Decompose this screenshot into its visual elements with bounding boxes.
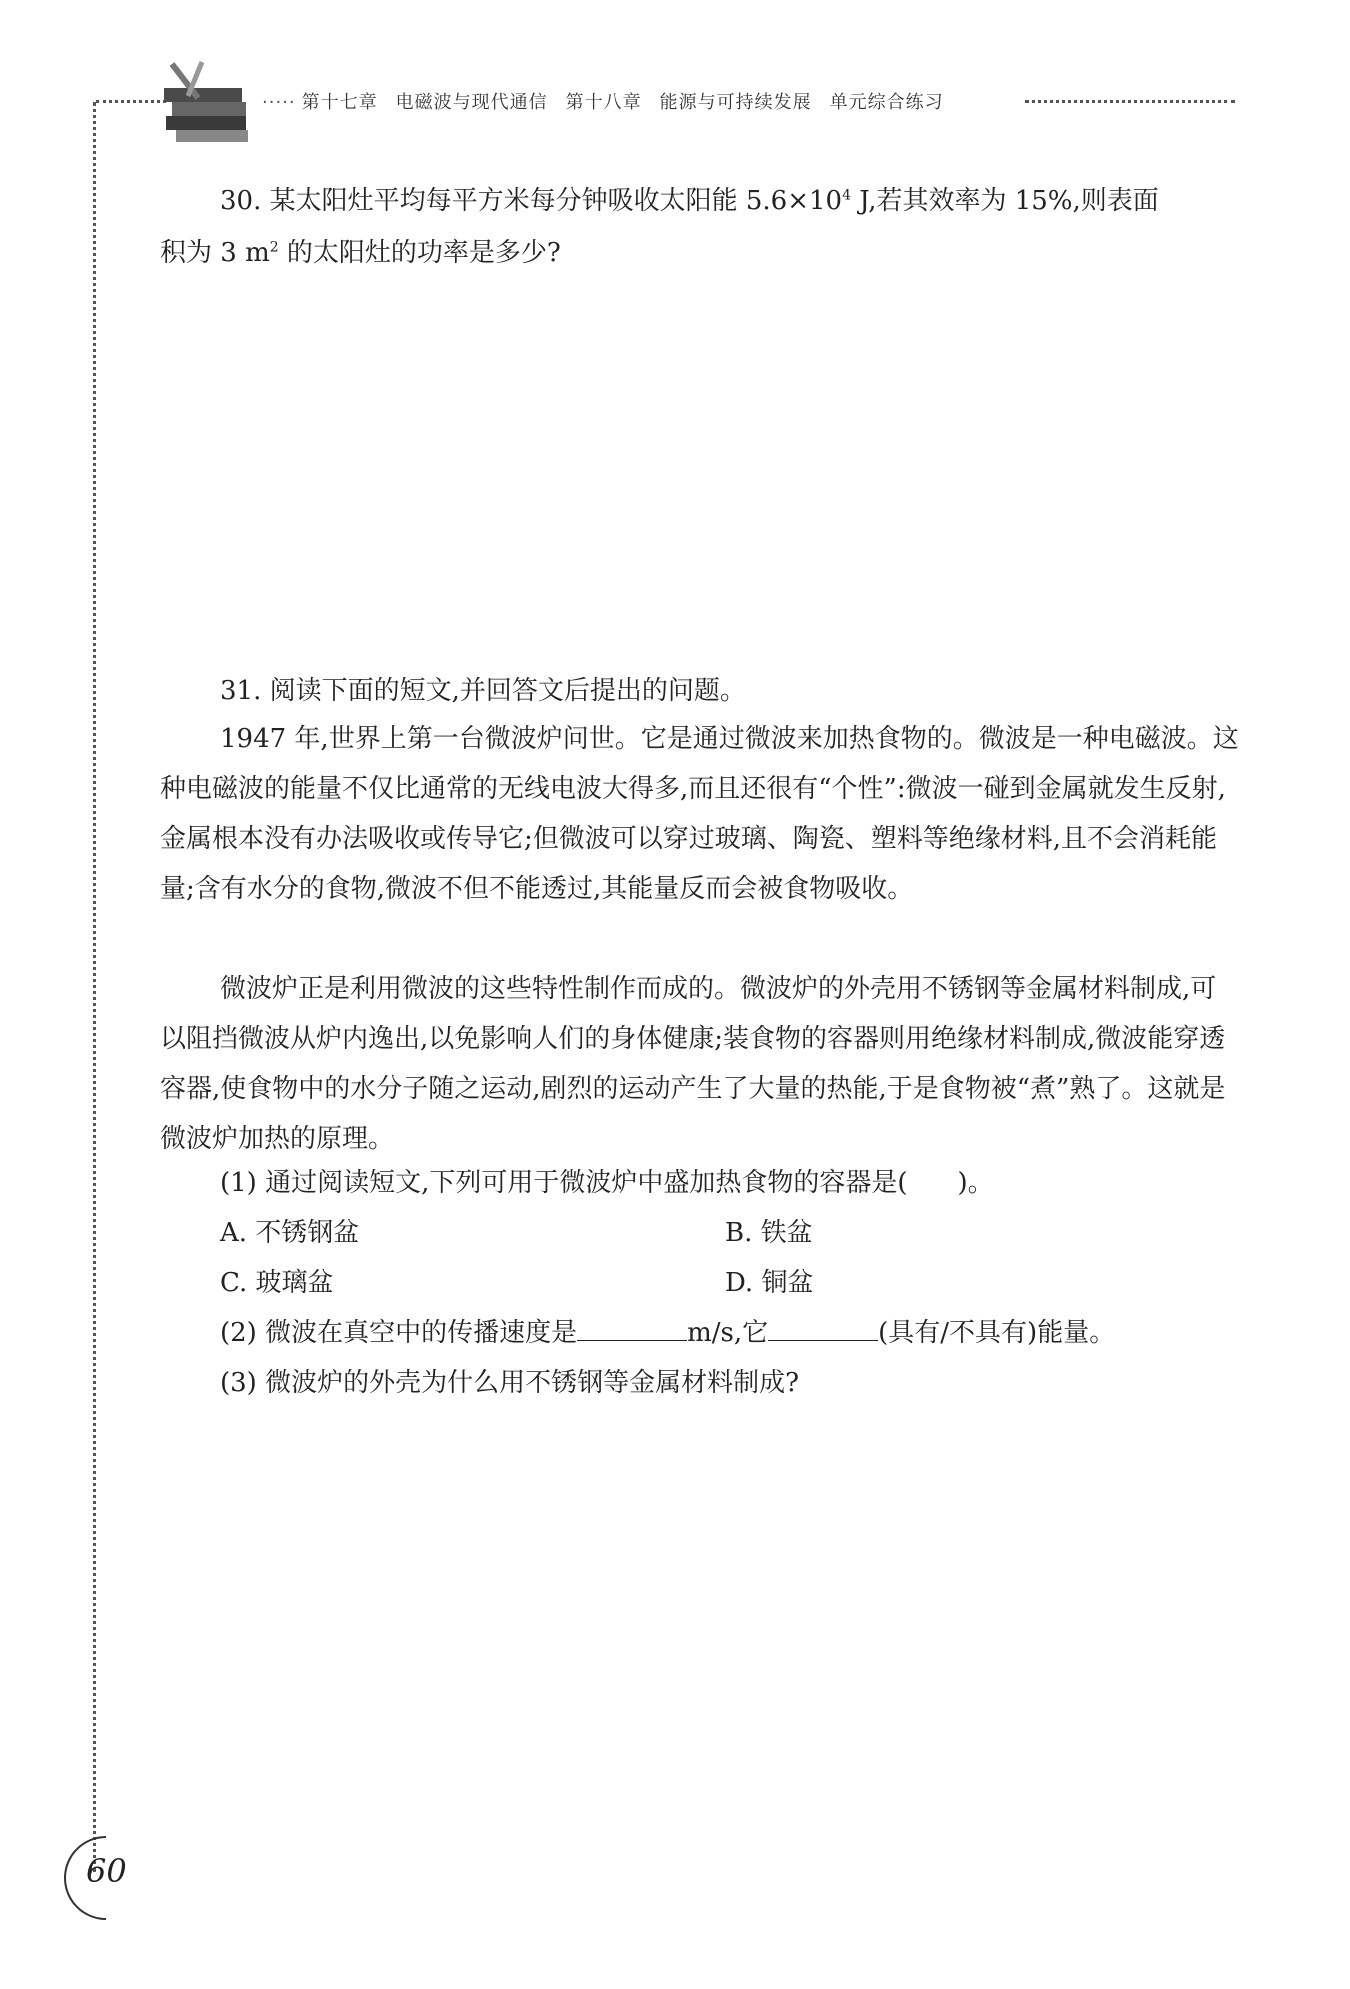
page-number: 60 (86, 1852, 127, 1890)
q31-sub1 (220, 1162, 994, 1199)
running-header: ····· 第十七章 电磁波与现代通信 第十八章 能源与可持续发展 单元综合练习 (262, 92, 944, 113)
q31-option-c: C. 玻璃盆 (220, 1268, 334, 1298)
q31-sub2 (220, 1312, 1115, 1349)
header-chapter18: 第十八章 (565, 92, 642, 113)
speed-answer-blank (577, 1339, 687, 1341)
q31-sub2-text-a: (2) 微波在真空中的传播速度是 (220, 1318, 578, 1348)
q31-passage-1: 1947 年,世界上第一台微波炉问世。它是通过微波来加热食物的。微波是一种电磁波。这种电磁波的能量不仅比通常的无线电波大得多,而且还很有“个性”:微波一碰到金属就发生反射,金属根本没有办法吸收或传导它;但微波可以穿过玻璃、陶瓷、塑料等绝缘材料,且不会消耗能量;含有水分的食物,微波不但不能透过,其能量反而会被食物吸收。 (160, 724, 1239, 904)
header-chapter17: 第十七章 (301, 92, 378, 113)
q31-sub1-text: (1) 通过阅读短文,下列可用于微波炉中盛加热食物的容器是( (220, 1168, 908, 1198)
q31-passage-2: 微波炉正是利用微波的这些特性制作而成的。微波炉的外壳用不锈钢等金属材料制成,可以阻挡微波从炉内逸出,以免影响人们的身体健康;装食物的容器则用绝缘材料制成,微波能穿透容器,使食物中的水分子随之运动,剧烈的运动产生了大量的热能,于是食物被“煮”熟了。这就是微波炉加热的原理。 (160, 974, 1226, 1154)
q30-line1 (220, 180, 1159, 217)
q31-sub2-text-c: (具有/不具有)能量。 (878, 1318, 1116, 1348)
margin-dotted-rule (93, 102, 96, 1872)
header-dotted-rule-right (1025, 100, 1235, 103)
header-chapter17-title: 电磁波与现代通信 (395, 92, 548, 113)
books-pencil-icon (158, 58, 268, 148)
energy-answer-blank (768, 1339, 878, 1341)
q30-line1-text: 30. 某太阳灶平均每平方米每分钟吸收太阳能 5.6×10 (220, 186, 843, 216)
header-dotted-rule-left (96, 100, 166, 103)
q30-line2 (160, 232, 561, 269)
header-section: 单元综合练习 (829, 92, 944, 113)
q31-option-d: D. 铜盆 (725, 1268, 814, 1298)
q30-line1-text-end: J,若其效率为 15%,则表面 (851, 186, 1159, 216)
q30-exponent: 4 (842, 187, 852, 204)
q31-sub2-text-b: m/s,它 (687, 1318, 769, 1348)
q30-line2-text-end: 的太阳灶的功率是多少? (278, 238, 561, 268)
q31-option-a: A. 不锈钢盆 (220, 1218, 360, 1248)
q31-sub3: (3) 微波炉的外壳为什么用不锈钢等金属材料制成? (220, 1368, 800, 1398)
q30-area-exponent: 2 (269, 239, 279, 256)
header-chapter18-title: 能源与可持续发展 (659, 92, 812, 113)
q30-line2-text: 积为 3 m (160, 238, 270, 268)
q31-sub1-text-end: )。 (957, 1168, 994, 1198)
q31-option-b: B. 铁盆 (725, 1218, 813, 1248)
q31-intro: 31. 阅读下面的短文,并回答文后提出的问题。 (220, 676, 746, 706)
